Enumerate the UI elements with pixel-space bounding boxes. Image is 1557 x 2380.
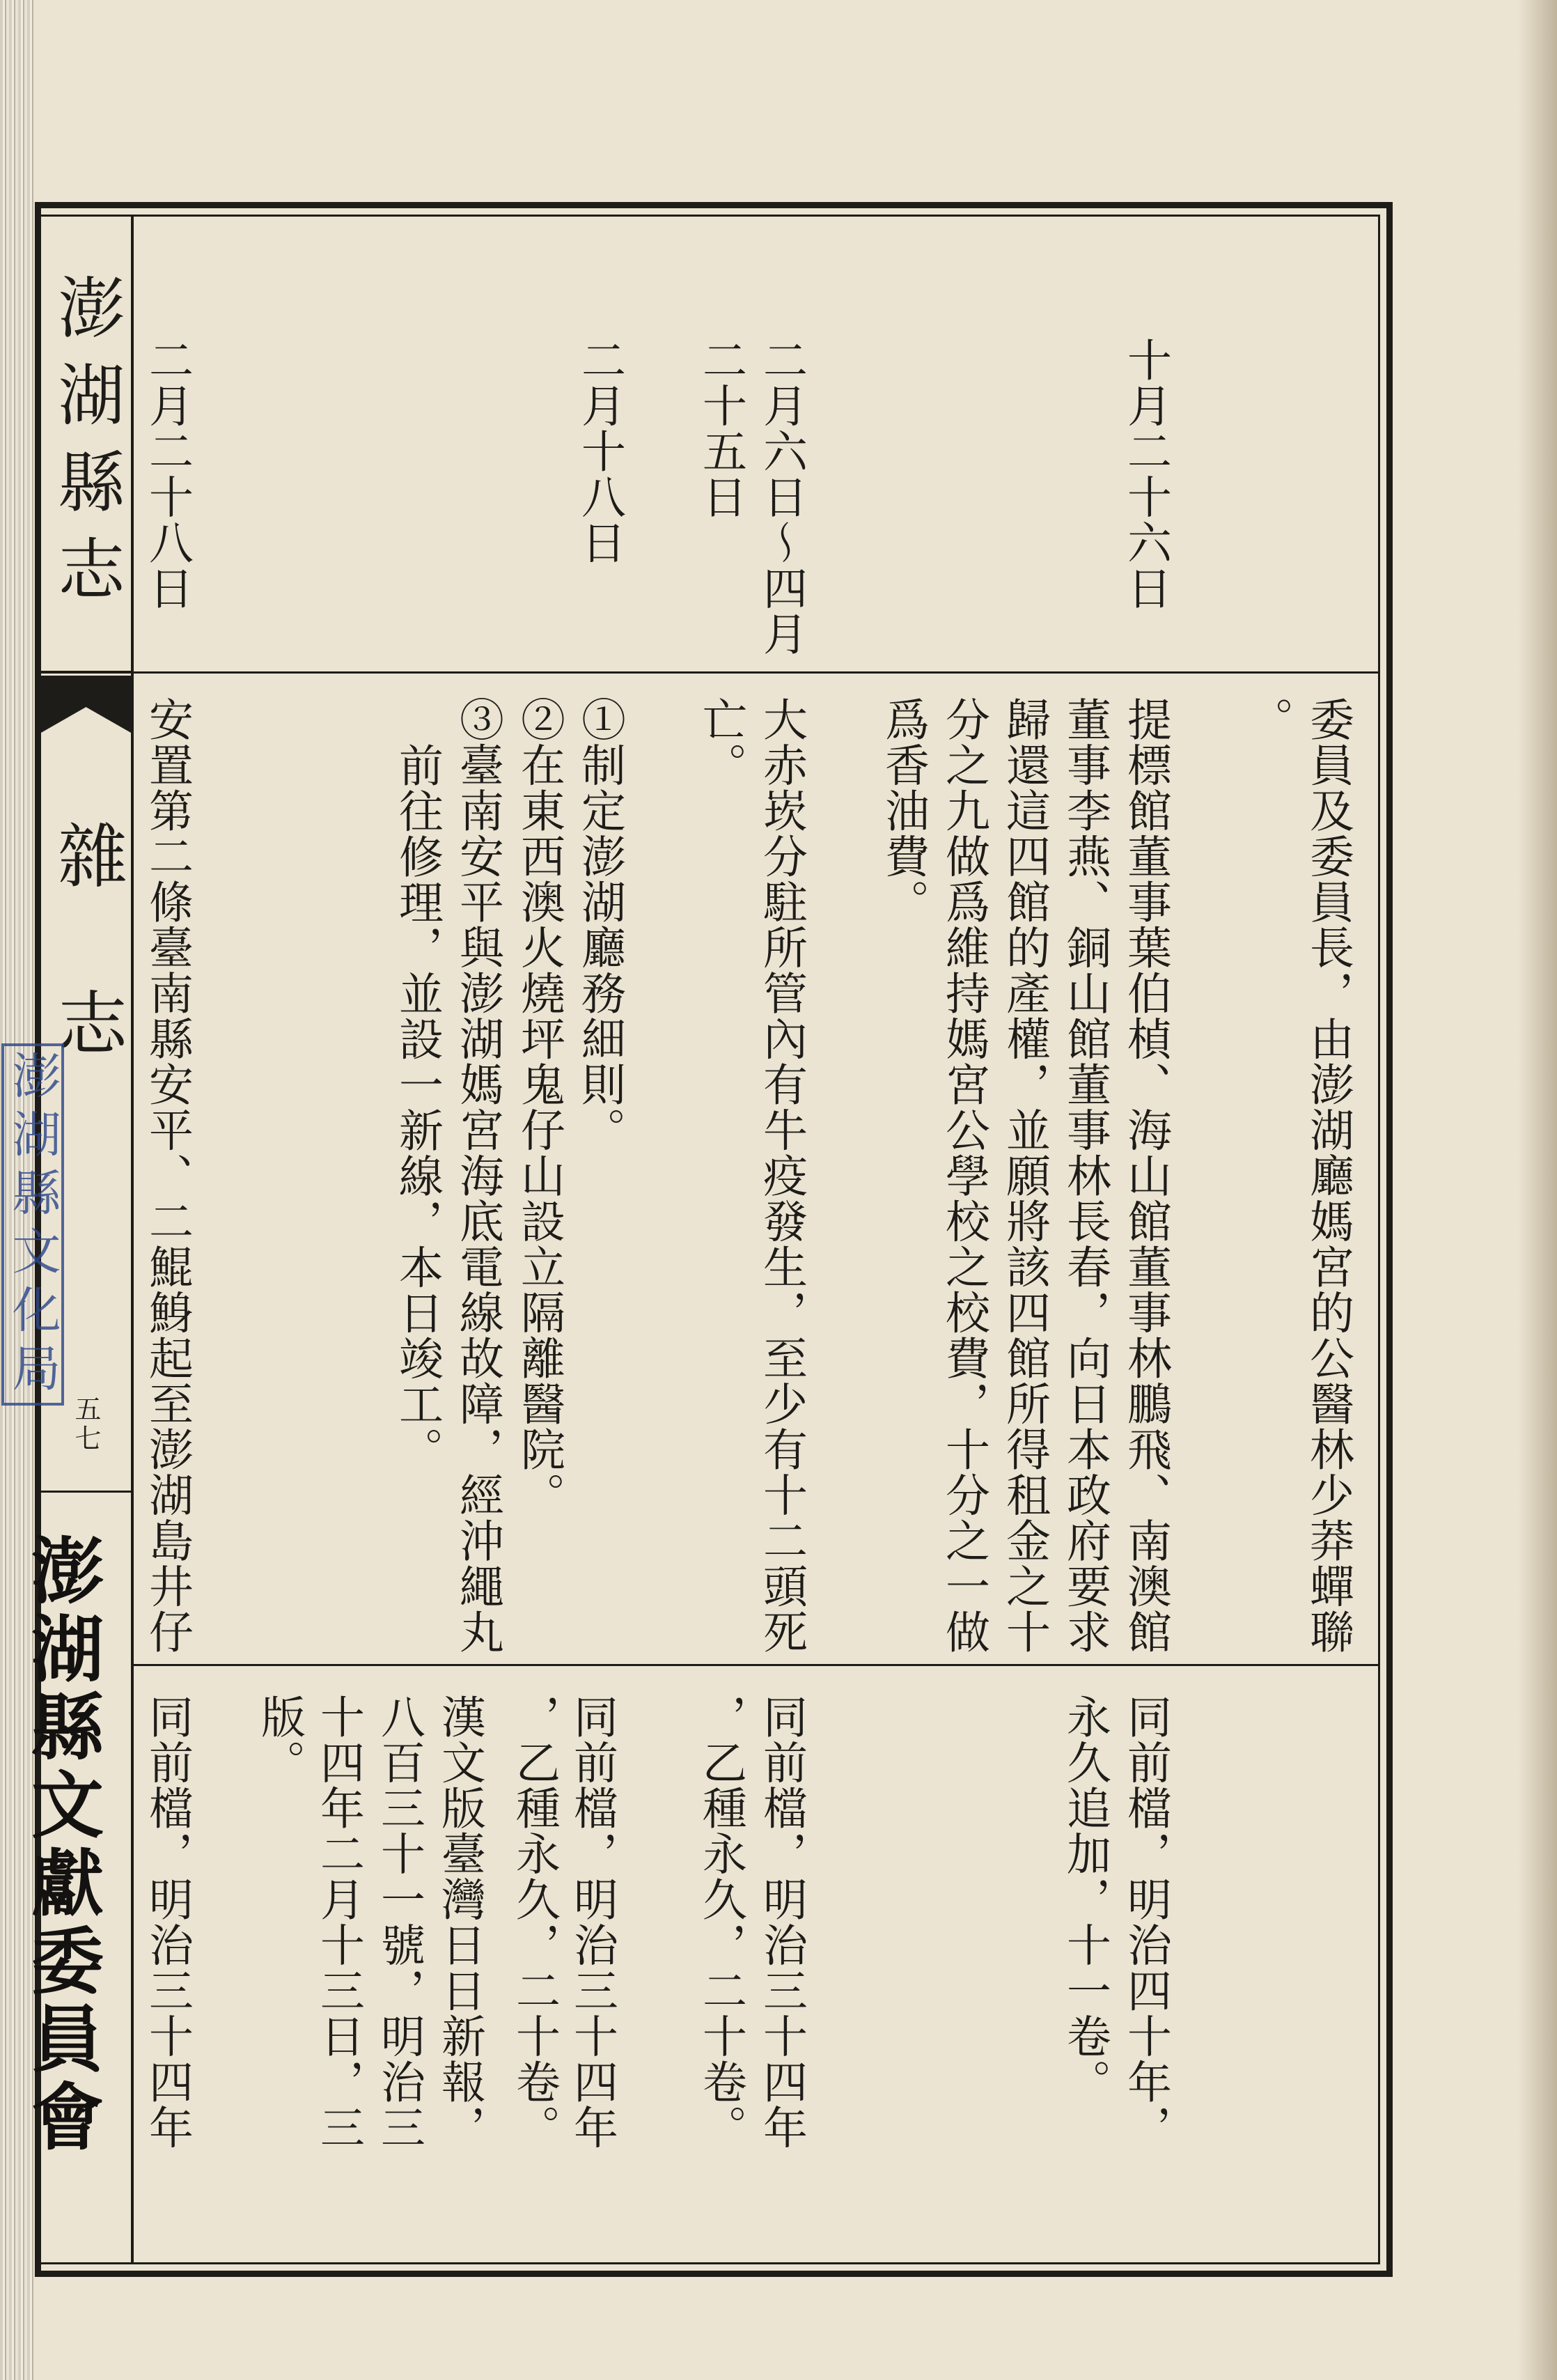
entry-1-event-line: 董事李燕、銅山館董事林長春，向日本政府要求 [1059,697,1111,1655]
publisher-name: 澎湖縣文獻委員會 [19,1533,104,2157]
library-stamp: 澎湖縣文化局 [1,1043,64,1406]
entry-3-event-line: 前往修理，並設一新線，本日竣工。 [391,742,443,1472]
entry-3-source-line: ，乙種永久，二十卷。 [508,1694,560,2150]
entry-3-event-line: ③臺南安平與澎湖媽宮海底電線故障，經沖繩丸 [452,697,503,1655]
entry-3-event-line: ②在東西澳火燒坪鬼仔山設立隔離醫院。 [513,697,565,1518]
entry-3-source-line: 版。 [253,1694,305,1785]
entry-1-event-line: 提標館董事葉伯楨、海山館董事林鵬飛、南澳館 [1120,697,1171,1655]
book-title: 澎湖縣志 [47,273,125,621]
entry-3-date: 二月十八日 [574,337,625,566]
spine-upper-line [41,671,131,674]
entry-1-event-line: 爲香油費。 [877,697,929,925]
date-event-divider [134,671,1380,674]
page-number: 五七 [70,1395,101,1454]
entry-4-date: 二月二十八日 [141,337,193,611]
spine-lower-line [41,1491,131,1493]
page-edge-shadow [1518,0,1557,2380]
entry-1-date: 十月二十六日 [1120,337,1171,611]
section-title: 雜志 [46,820,127,1154]
entry-1-event-line: 歸還這四館的產權，並願將該四館所得租金之十 [999,697,1050,1655]
entry-1-event-line: 分之九做爲維持媽宮公學校之校費，十分之一做 [938,697,989,1655]
entry-2-event-line: 大赤崁分駐所管內有牛疫發生，至少有十二頭死 [756,697,807,1655]
entry-3-source-line: 同前檔，明治三十四年 [566,1694,618,2150]
entry-3-source-line: 漢文版臺灣日日新報， [434,1694,485,2150]
entry-3-event-line: ①制定澎湖廳務細則。 [574,697,625,1153]
entry-0-event-line: 。 [1242,697,1293,742]
event-source-divider [134,1664,1380,1666]
entry-2-source-line: ，乙種永久，二十卷。 [695,1694,746,2150]
entry-1-source-line: 永久追加，十一卷。 [1059,1694,1111,2105]
entry-1-source-line: 同前檔，明治四十年， [1120,1694,1171,2150]
entry-2-date: 二月六日～四月 [756,337,807,657]
entry-2-event-line: 亡。 [695,697,746,788]
entry-4-event-line: 安置第二條臺南縣安平、二鯤鯓起至澎湖島井仔 [141,697,193,1655]
entry-2-date: 二十五日 [695,337,746,520]
spine-divider-line [131,215,134,2264]
entry-0-event-line: 委員及委員長，由澎湖廳媽宮的公醫林少莽蟬聯 [1302,697,1354,1655]
entry-3-source-line: 八百三十一號，明治三 [373,1694,425,2150]
entry-3-source-line: 十四年二月十三日，三 [313,1694,364,2150]
entry-2-source-line: 同前檔，明治三十四年 [756,1694,807,2150]
entry-4-source-line: 同前檔，明治三十四年 [141,1694,193,2150]
